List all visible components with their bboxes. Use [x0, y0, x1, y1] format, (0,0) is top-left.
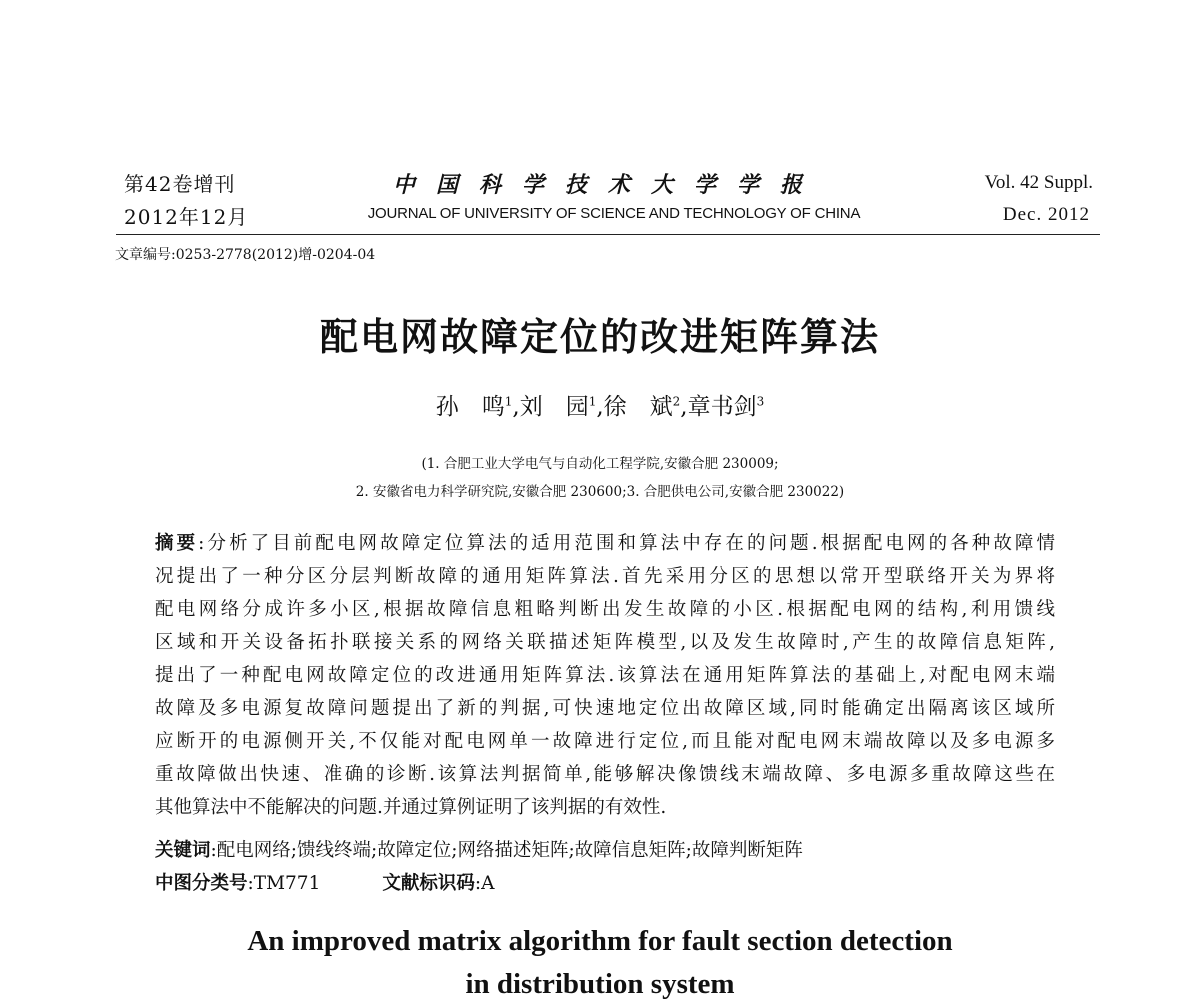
abstract-line: 应断开的电源侧开关,不仅能对配电网单一故障进行定位,而且能对配电网末端故障以及多电源多 — [155, 731, 1055, 752]
header-rule — [116, 234, 1100, 235]
abstract-text: :分析了目前配电网故障定位算法的适用范围和算法中存在的问题.根据配电网的各种故障情 — [198, 533, 1055, 554]
author-affiliation-mark: 3 — [756, 394, 765, 409]
author-name: 刘 园 — [519, 394, 589, 420]
author-name: 孙 鸣 — [435, 394, 505, 420]
abstract-line: 区域和开关设备拓扑联接关系的网络关联描述矩阵模型,以及发生故障时,产生的故障信息矩阵, — [155, 632, 1055, 653]
abstract-line: 重故障做出快速、准确的诊断.该算法判据简单,能够解决像馈线末端故障、多电源多重故障这些在 — [155, 764, 1055, 785]
author-affiliation-mark: 2 — [672, 394, 681, 409]
abstract-line: 配电网络分成许多小区,根据故障信息粗略判断出发生故障的小区.根据配电网的结构,利用馈线 — [155, 599, 1055, 620]
paper-title-en-line-1: An improved matrix algorithm for fault section detection — [247, 925, 953, 957]
abstract-line: 提出了一种配电网故障定位的改进通用矩阵算法.该算法在通用矩阵算法的基础上,对配电网末端 — [155, 665, 1055, 686]
journal-title-en: JOURNAL OF UNIVERSITY OF SCIENCE AND TECHNOLOGY OF CHINA — [367, 205, 861, 222]
classification — [155, 869, 494, 895]
keywords-text: :配电网络;馈线终端;故障定位;网络描述矩阵;故障信息矩阵;故障判断矩阵 — [210, 840, 803, 861]
paper-title-cn: 配电网故障定位的改进矩阵算法 — [319, 315, 880, 359]
author-name: 章书剑 — [687, 394, 757, 420]
doc-code-value: :A — [474, 873, 495, 894]
author-affiliation-mark: 1 — [504, 394, 513, 409]
author-separator: , — [596, 394, 604, 420]
author-separator: , — [512, 394, 520, 420]
abstract — [155, 531, 1055, 828]
abstract-label: 摘要 — [155, 533, 199, 554]
date-en: Dec. 2012 — [1002, 204, 1090, 225]
keywords — [155, 836, 803, 862]
affiliation-line-2: 2. 安徽省电力科学研究院,安徽合肥 230600;3. 合肥供电公司,安徽合肥 230022) — [355, 484, 845, 500]
abstract-line: 其他算法中不能解决的问题.并通过算例证明了该判据的有效性. — [155, 797, 667, 818]
date-cn: 2012年12月 — [124, 205, 249, 229]
affiliation-line-1: (1. 合肥工业大学电气与自动化工程学院,安徽合肥 230009; — [421, 456, 779, 472]
doc-code-label: 文献标识码 — [382, 873, 475, 894]
volume-en: Vol. 42 Suppl. — [984, 172, 1093, 193]
abstract-line: 故障及多电源复故障问题提出了新的判据,可快速地定位出故障区域,同时能确定出隔离该区域所 — [155, 698, 1055, 719]
keywords-label: 关键词 — [155, 840, 211, 861]
author-affiliation-mark: 1 — [588, 394, 597, 409]
author-separator: , — [680, 394, 688, 420]
author-list — [0, 388, 1200, 421]
author-name: 徐 斌 — [603, 394, 673, 420]
volume-cn: 第42卷增刊 — [124, 172, 236, 196]
article-number: 文章编号:0253-2778(2012)增-0204-04 — [115, 247, 376, 263]
journal-title-cn: 中国科学技术大学学报 — [392, 172, 823, 198]
abstract-line — [155, 531, 1055, 564]
clc-value: :TM771 — [247, 873, 321, 894]
abstract-line: 况提出了一种分区分层判断故障的通用矩阵算法.首先采用分区的思想以常开型联络开关为界将 — [155, 566, 1055, 587]
paper-title-en-line-2: in distribution system — [465, 968, 735, 1000]
clc-label: 中图分类号 — [155, 873, 248, 894]
